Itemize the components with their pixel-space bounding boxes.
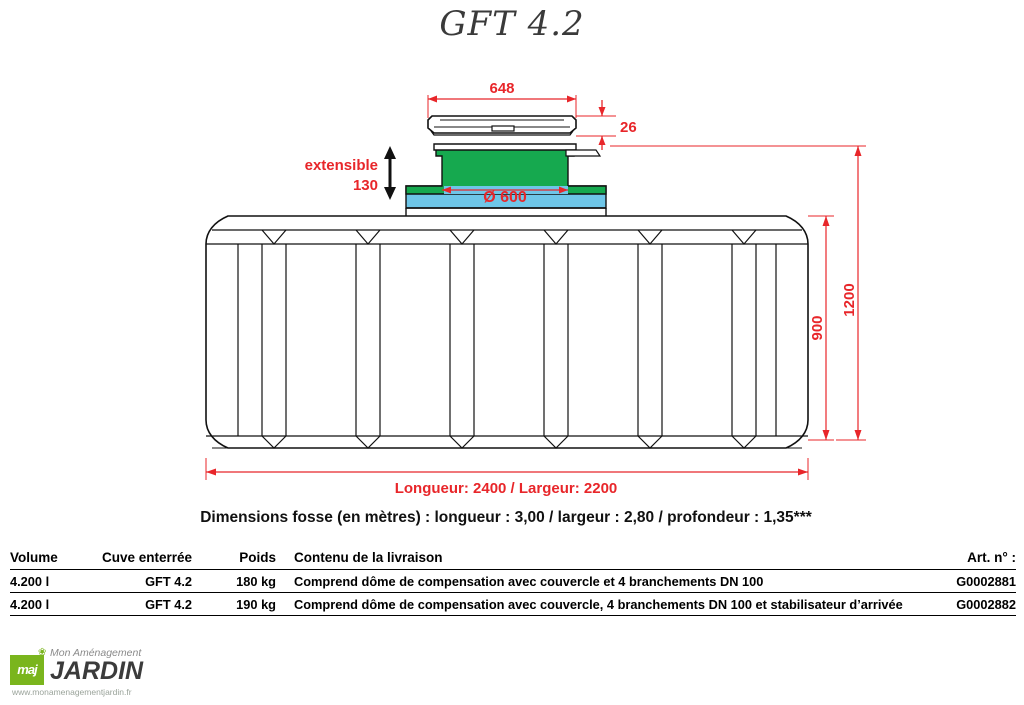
- logo-mark: maj: [10, 655, 44, 685]
- header-art: Art. n° :: [954, 548, 1016, 570]
- label-dome-diameter: Ø 600: [483, 189, 527, 206]
- label-bottom-dimension: Longueur: 2400 / Largeur: 2200: [394, 480, 618, 497]
- cell-contenu: Comprend dôme de compensation avec couvercle, 4 branchements DN 100 et stabilisateur d’arrivée: [294, 593, 954, 616]
- dimension-height-1200: [610, 146, 866, 440]
- header-contenu: Contenu de la livraison: [294, 548, 954, 570]
- label-pit-dimensions: Dimensions fosse (en mètres) : longueur : 3,00 / largeur : 2,80 / profondeur : 1,35***: [200, 509, 812, 526]
- cell-volume: 4.200 l: [10, 593, 82, 616]
- logo-name: JARDIN: [50, 657, 144, 685]
- specification-table: [10, 548, 1016, 616]
- header-poids: Poids: [206, 548, 294, 570]
- table-row: [10, 593, 1016, 616]
- cell-contenu: Comprend dôme de compensation avec couvercle et 4 branchements DN 100: [294, 570, 954, 593]
- dimension-height-900: [808, 216, 834, 440]
- leaf-icon: ❀: [38, 647, 47, 658]
- lid-assembly: [428, 116, 576, 135]
- dimension-extensible: [305, 146, 396, 200]
- cell-poids: 190 kg: [206, 593, 294, 616]
- logo-url: www.monamenagementjardin.fr: [12, 687, 132, 697]
- label-lid-width: 648: [489, 80, 515, 97]
- dimension-lid-thickness: [576, 100, 637, 150]
- cell-art: G0002881: [954, 570, 1016, 593]
- tank-body: [206, 208, 808, 448]
- header-cuve: Cuve enterrée: [82, 548, 206, 570]
- label-extensible-value: 130: [352, 177, 378, 194]
- page-title: GFT 4.2: [439, 4, 585, 44]
- cell-poids: 180 kg: [206, 570, 294, 593]
- dimension-bottom-length: [206, 458, 808, 497]
- label-height-inner: 900: [809, 315, 826, 341]
- cell-art: G0002882: [954, 593, 1016, 616]
- brand-logo[interactable]: [10, 645, 250, 697]
- label-extensible: extensible: [304, 157, 378, 174]
- label-height-total: 1200: [841, 283, 858, 317]
- table-header-row: [10, 548, 1016, 570]
- cell-volume: 4.200 l: [10, 570, 82, 593]
- table-row: [10, 570, 1016, 593]
- cell-cuve: GFT 4.2: [82, 593, 206, 616]
- logo-tagline: Mon Aménagement: [50, 647, 142, 659]
- cell-cuve: GFT 4.2: [82, 570, 206, 593]
- label-lid-thickness: 26: [620, 119, 637, 136]
- header-volume: Volume: [10, 548, 82, 570]
- dimension-lid-width: [428, 80, 576, 118]
